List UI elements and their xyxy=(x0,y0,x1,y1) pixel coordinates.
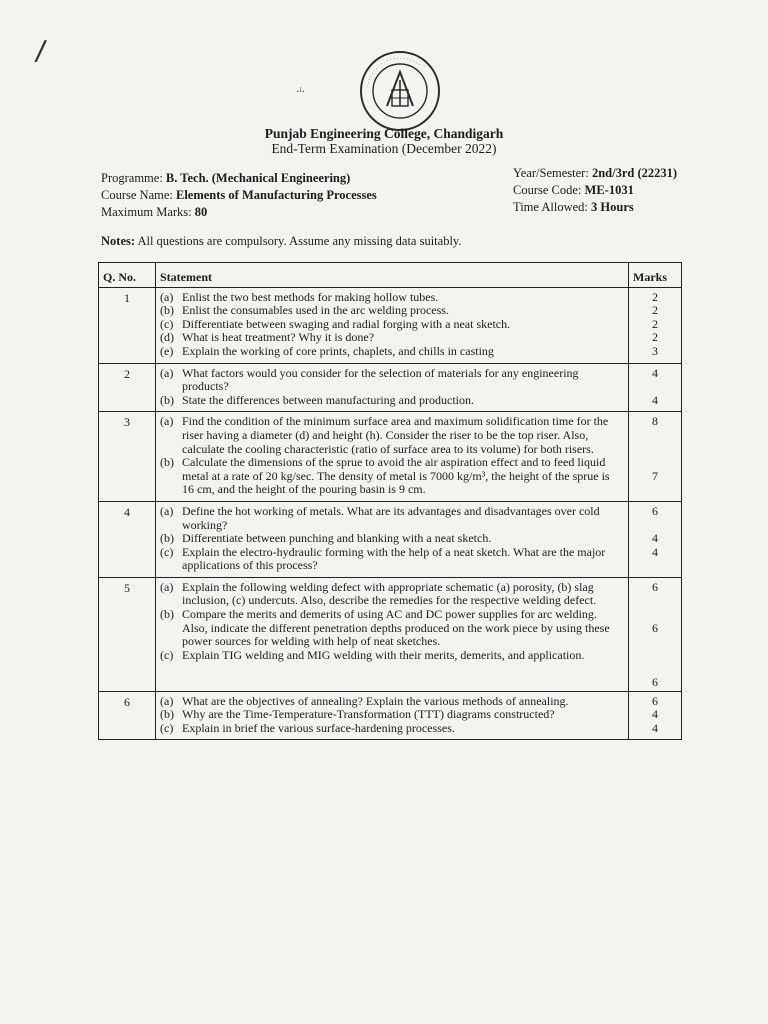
part-label: (a) xyxy=(160,365,174,380)
statement-header: Statement xyxy=(156,263,629,288)
marks-value: 2 xyxy=(652,330,658,345)
questions-table xyxy=(98,262,682,740)
question-statement xyxy=(156,412,629,502)
part-label: (a) xyxy=(160,289,174,304)
marks-value: 6 xyxy=(652,503,658,518)
marks-value: 6 xyxy=(652,693,658,708)
question-part xyxy=(160,505,624,532)
marks-value: 6 xyxy=(652,675,658,690)
question-number-text: 3 xyxy=(124,415,130,430)
question-statement xyxy=(156,501,629,577)
question-part xyxy=(160,291,624,305)
part-text: Explain the electro-hydraulic forming with the help of a neat sketch. What are the major applications of this process? xyxy=(182,544,606,573)
question-part xyxy=(160,708,624,722)
question-number xyxy=(99,287,156,363)
part-label: (a) xyxy=(160,579,174,594)
question-row xyxy=(99,691,682,740)
question-part xyxy=(160,367,624,394)
question-part xyxy=(160,608,624,649)
question-row xyxy=(99,577,682,691)
time-allowed-line: Time Allowed: 3 Hours xyxy=(513,200,634,214)
course-code-line: Course Code: ME-1031 xyxy=(513,183,634,197)
question-number-text: 6 xyxy=(124,694,130,709)
question-row xyxy=(99,287,682,363)
exam-notes: Notes: All questions are compulsory. Assume any missing data suitably. xyxy=(101,234,462,248)
marks-value xyxy=(630,608,680,622)
question-row xyxy=(99,363,682,412)
part-label: (c) xyxy=(160,720,174,735)
part-text: Compare the merits and demerits of using AC and DC power supplies for arc welding. Also, indicate the different penetration depths produced on the work piece by using these power sources for welding with help of neat sketches. xyxy=(182,607,610,649)
part-text: What factors would you consider for the selection of materials for any engineering products? xyxy=(182,365,579,394)
question-part xyxy=(160,331,624,345)
margin-scribble: / xyxy=(33,33,48,68)
question-marks xyxy=(629,287,682,363)
question-part xyxy=(160,649,624,663)
exam-meta-right xyxy=(513,165,677,216)
question-number-text: 1 xyxy=(124,290,130,305)
question-part xyxy=(160,546,624,573)
part-text: Enlist the consumables used in the arc welding process. xyxy=(182,303,449,318)
question-part xyxy=(160,318,624,332)
part-text: Explain the following welding defect with appropriate schematic (a) porosity, (b) slag inclusion, (c) undercuts. Also, describe the remedies for the respective welding defect. xyxy=(182,579,597,608)
question-number-text: 4 xyxy=(124,504,130,519)
part-label: (a) xyxy=(160,693,174,708)
course-name-line: Course Name: Elements of Manufacturing Processes xyxy=(101,188,377,202)
question-marks xyxy=(629,501,682,577)
marks-value xyxy=(630,456,680,470)
exam-title: End-Term Examination (December 2022) xyxy=(271,141,497,156)
marks-value xyxy=(630,429,680,443)
part-label: (a) xyxy=(160,414,174,429)
question-marks xyxy=(629,577,682,691)
part-text: State the differences between manufacturing and production. xyxy=(182,392,475,407)
part-label: (c) xyxy=(160,647,174,662)
marks-value: 7 xyxy=(652,468,658,483)
question-marks xyxy=(629,363,682,412)
svg-text:· · · · · · · · · · · · · · ·: · · · · · · · · · · · · · · · · · · · · · xyxy=(365,55,422,88)
ink-mark: .ᵢ. xyxy=(296,82,305,95)
question-number xyxy=(99,501,156,577)
college-seal-icon xyxy=(359,50,441,132)
part-text: Explain in brief the various surface-hardening processes. xyxy=(182,720,455,735)
part-label: (e) xyxy=(160,343,174,358)
question-part xyxy=(160,456,624,497)
marks-value xyxy=(630,662,680,676)
marks-value: 2 xyxy=(652,303,658,318)
programme-line: Programme: B. Tech. (Mechanical Engineering) xyxy=(101,171,351,185)
question-number-text: 5 xyxy=(124,580,130,595)
part-label: (b) xyxy=(160,392,174,407)
exam-meta-left xyxy=(101,170,377,221)
marks-value: 4 xyxy=(652,720,658,735)
question-part xyxy=(160,532,624,546)
part-text: Differentiate between swaging and radial forging with a neat sketch. xyxy=(182,316,511,331)
marks-value: 4 xyxy=(652,707,658,722)
marks-value: 2 xyxy=(652,316,658,331)
marks-value: 4 xyxy=(652,544,658,559)
question-number-text: 2 xyxy=(124,366,130,381)
marks-value: 6 xyxy=(652,620,658,635)
part-label: (d) xyxy=(160,330,174,345)
part-text: What are the objectives of annealing? Explain the various methods of annealing. xyxy=(182,693,569,708)
part-text: Explain TIG welding and MIG welding with their merits, demerits, and application. xyxy=(182,647,585,662)
question-marks xyxy=(629,412,682,502)
question-statement xyxy=(156,691,629,740)
question-part xyxy=(160,394,624,408)
part-text: Define the hot working of metals. What are its advantages and disadvantages over cold working? xyxy=(182,503,600,532)
question-number xyxy=(99,412,156,502)
question-part xyxy=(160,304,624,318)
marks-value xyxy=(630,635,680,649)
marks-value xyxy=(630,649,680,663)
marks-value: 6 xyxy=(652,579,658,594)
part-text: Explain the working of core prints, chaplets, and chills in casting xyxy=(182,343,494,358)
part-text: Find the condition of the minimum surface area and maximum solidification time for the riser having a diameter (d) and height (h). Consider the riser to be the top riser. Also, calculate the cooling characteristic (ratio of surface area to its volume) for both risers. xyxy=(182,414,609,456)
question-marks xyxy=(629,691,682,740)
question-number xyxy=(99,363,156,412)
question-statement xyxy=(156,577,629,691)
part-text: Why are the Time-Temperature-Transformation (TTT) diagrams constructed? xyxy=(182,707,555,722)
question-part xyxy=(160,581,624,608)
part-label: (b) xyxy=(160,707,174,722)
part-label: (b) xyxy=(160,455,174,470)
question-statement xyxy=(156,287,629,363)
question-part xyxy=(160,695,624,709)
part-text: Differentiate between punching and blanking with a neat sketch. xyxy=(182,531,492,546)
part-label: (b) xyxy=(160,531,174,546)
qno-header: Q. No. xyxy=(99,263,156,288)
part-text: What is heat treatment? Why it is done? xyxy=(182,330,375,345)
marks-value: 4 xyxy=(652,531,658,546)
part-text: Calculate the dimensions of the sprue to avoid the air aspiration effect and to feed liquid metal at a rate of 20 kg/sec. The density of metal is 7000 kg/m³, the height of the sprue is 16 cm, and the height of the pouring basin is 9 cm. xyxy=(182,455,610,497)
table-header-row xyxy=(99,263,682,288)
institution-name: Punjab Engineering College, Chandigarh xyxy=(264,126,504,141)
marks-header: Marks xyxy=(629,263,682,288)
part-label: (a) xyxy=(160,503,174,518)
question-row xyxy=(99,412,682,502)
marks-value: 4 xyxy=(652,392,658,407)
question-number xyxy=(99,577,156,691)
year-semester-line: Year/Semester: 2nd/3rd (22231) xyxy=(513,166,678,180)
marks-value xyxy=(630,594,680,608)
part-label: (c) xyxy=(160,316,174,331)
question-row xyxy=(99,501,682,577)
marks-value xyxy=(630,519,680,533)
part-text: Enlist the two best methods for making hollow tubes. xyxy=(182,289,439,304)
part-label: (b) xyxy=(160,303,174,318)
marks-value: 3 xyxy=(652,343,658,358)
question-statement xyxy=(156,363,629,412)
marks-value xyxy=(630,443,680,457)
marks-value: 4 xyxy=(652,365,658,380)
part-label: (b) xyxy=(160,607,174,622)
question-part xyxy=(160,345,624,359)
max-marks-line: Maximum Marks: 80 xyxy=(101,205,208,219)
marks-value xyxy=(630,380,680,394)
question-part xyxy=(160,415,624,456)
question-part xyxy=(160,722,624,736)
marks-value: 2 xyxy=(652,289,658,304)
question-number xyxy=(99,691,156,740)
part-label: (c) xyxy=(160,544,174,559)
marks-value: 8 xyxy=(652,414,658,429)
